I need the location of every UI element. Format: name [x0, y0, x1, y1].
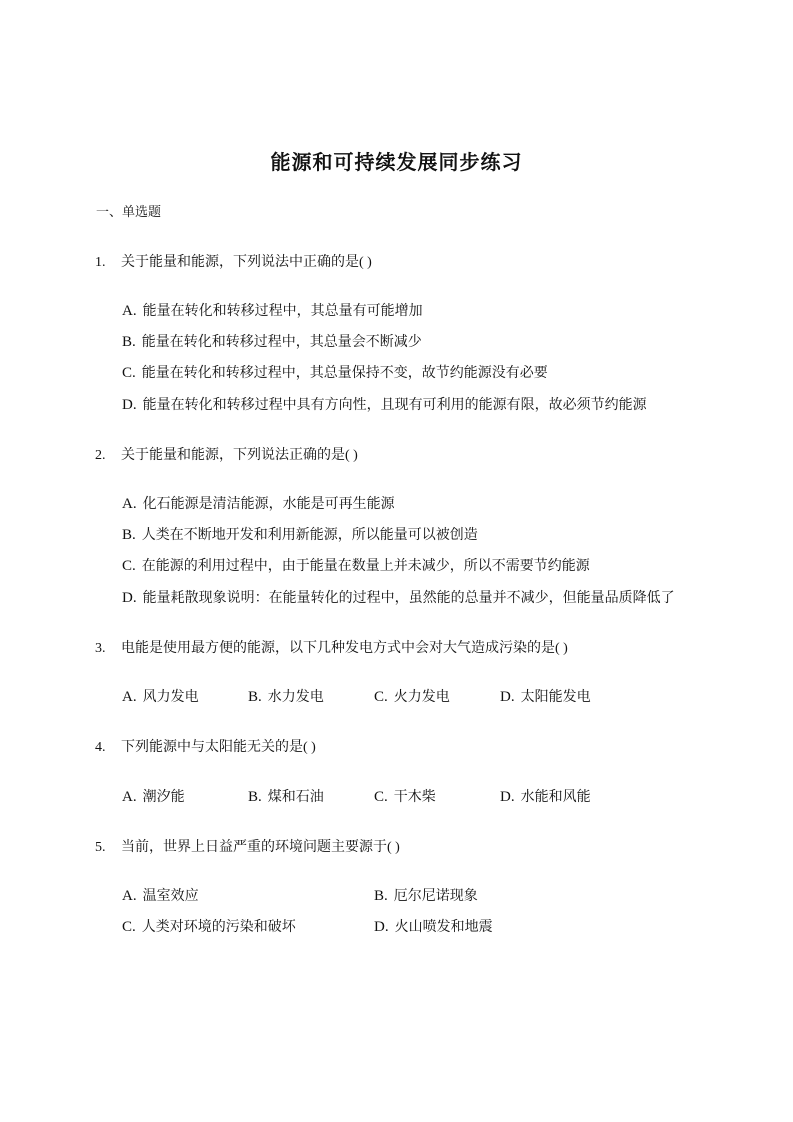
question-stem: 下列能源中与太阳能无关的是: [121, 739, 303, 755]
option-letter: A.: [122, 689, 137, 705]
option-d: [122, 394, 647, 414]
option-d: [374, 916, 493, 936]
question-number: 2.: [95, 448, 106, 463]
option-text: 化石能源是清洁能源，水能是可再生能源: [142, 496, 395, 512]
option-letter: D.: [500, 789, 515, 805]
option-text: 温室效应: [142, 888, 199, 904]
option-a: [122, 300, 423, 320]
question-number: 5.: [95, 840, 106, 855]
option-letter: A.: [122, 888, 137, 904]
answer-blank: ( ): [387, 840, 400, 855]
question-stem: 电能是使用最方便的能源，以下几种发电方式中会对大气造成污染的是: [121, 640, 555, 656]
option-letter: C.: [374, 789, 388, 805]
question-3: [95, 637, 568, 657]
answer-blank: ( ): [555, 641, 568, 656]
option-text: 人类对环境的污染和破坏: [141, 919, 296, 935]
option-c: [122, 362, 548, 382]
option-b: [122, 524, 478, 544]
option-a: [122, 493, 395, 513]
section-heading: 一、单选题: [96, 205, 162, 220]
option-b: [122, 331, 422, 351]
option-letter: B.: [248, 789, 262, 805]
option-text: 水能和风能: [520, 789, 591, 805]
option-text: 干木柴: [393, 789, 436, 805]
option-text: 能量在转化和转移过程中具有方向性，且现有可利用的能源有限，故必须节约能源: [142, 397, 647, 413]
option-c: [374, 686, 450, 706]
option-text: 能量耗散现象说明：在能量转化的过程中，虽然能的总量并不减少，但能量品质降低了: [142, 590, 675, 606]
option-letter: D.: [122, 590, 137, 606]
option-letter: C.: [122, 919, 136, 935]
option-text: 火力发电: [393, 689, 450, 705]
option-text: 火山喷发和地震: [394, 919, 493, 935]
option-text: 风力发电: [142, 689, 199, 705]
option-text: 煤和石油: [267, 789, 324, 805]
question-stem: 关于能量和能源，下列说法中正确的是: [121, 254, 359, 270]
question-2: [95, 444, 358, 464]
option-text: 能量在转化和转移过程中，其总量保持不变，故节约能源没有必要: [141, 365, 548, 381]
option-letter: C.: [122, 365, 136, 381]
question-5: [95, 836, 400, 856]
option-text: 能量在转化和转移过程中，其总量有可能增加: [142, 303, 423, 319]
option-c: [122, 916, 296, 936]
option-letter: D.: [122, 397, 137, 413]
option-letter: C.: [374, 689, 388, 705]
option-letter: A.: [122, 303, 137, 319]
option-a: [122, 686, 199, 706]
option-d: [122, 587, 675, 607]
option-text: 人类在不断地开发和利用新能源，所以能量可以被创造: [141, 527, 478, 543]
option-a: [122, 885, 199, 905]
question-number: 1.: [95, 255, 106, 270]
option-letter: B.: [122, 527, 136, 543]
option-a: [122, 786, 185, 806]
option-text: 厄尔尼诺现象: [393, 888, 478, 904]
page-title: 能源和可持续发展同步练习: [270, 150, 523, 174]
question-stem: 关于能量和能源，下列说法正确的是: [121, 447, 345, 463]
option-c: [374, 786, 436, 806]
option-letter: A.: [122, 496, 137, 512]
option-text: 水力发电: [267, 689, 324, 705]
option-text: 在能源的利用过程中，由于能量在数量上并未减少，所以不需要节约能源: [141, 558, 590, 574]
question-4: [95, 736, 316, 756]
answer-blank: ( ): [345, 448, 358, 463]
option-c: [122, 555, 590, 575]
option-text: 能量在转化和转移过程中，其总量会不断减少: [141, 334, 422, 350]
option-b: [248, 786, 324, 806]
option-b: [374, 885, 478, 905]
answer-blank: ( ): [359, 255, 372, 270]
option-letter: B.: [248, 689, 262, 705]
option-text: 太阳能发电: [520, 689, 591, 705]
option-letter: C.: [122, 558, 136, 574]
option-letter: B.: [374, 888, 388, 904]
question-number: 4.: [95, 740, 106, 755]
option-d: [500, 786, 591, 806]
answer-blank: ( ): [303, 740, 316, 755]
option-text: 潮汐能: [142, 789, 185, 805]
question-stem: 当前，世界上日益严重的环境问题主要源于: [121, 839, 387, 855]
option-d: [500, 686, 591, 706]
option-letter: D.: [500, 689, 515, 705]
option-letter: A.: [122, 789, 137, 805]
option-letter: D.: [374, 919, 389, 935]
question-1: [95, 251, 372, 271]
question-number: 3.: [95, 641, 106, 656]
option-letter: B.: [122, 334, 136, 350]
option-b: [248, 686, 324, 706]
